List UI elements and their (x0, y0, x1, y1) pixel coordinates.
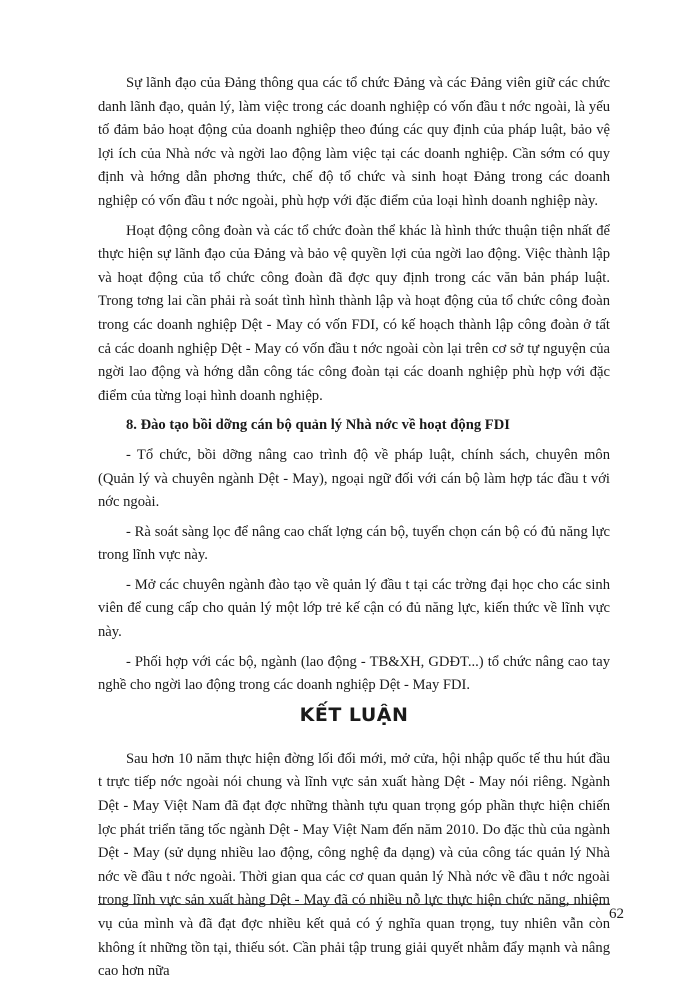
bullet-training: - Tổ chức, bồi dỡng nâng cao trình độ về pháp luật, chính sách, chuyên môn (Quản lý và chuyên ngành Dệt - May), ngoại ngữ đối với cán bộ làm hợp tác đầu t với nớc ngoài. (98, 446, 610, 511)
bullet-review-staff: - Rà soát sàng lọc để nâng cao chất lợng cán bộ, tuyển chọn cán bộ có đủ năng lực trong lĩnh vực này. (98, 523, 610, 564)
bullet-university-programs: - Mở các chuyên ngành đào tạo về quản lý đầu t tại các trờng đại học cho các sinh viên để cung cấp cho quản lý một lớp trẻ kế cận có đủ năng lực, kiến thức về lĩnh vực này. (98, 576, 610, 641)
page-number: 62 (609, 906, 624, 922)
paragraph-party-leadership: Sự lãnh đạo của Đảng thông qua các tổ chức Đảng và các Đảng viên giữ các chức danh lãnh đạo, quản lý, làm việc trong các doanh nghiệp có vốn đầu t nớc ngoài, là yếu tố đảm bảo hoạt động của doanh nghiệp theo đúng các quy định của pháp luật, bảo vệ lợi ích của Nhà nớc và ngời lao động làm việc tại các doanh nghiệp. Cần sớm có quy định và hớng dẫn phơng thức, chế độ tổ chức và sinh hoạt Đảng trong các doanh nghiệp có vốn đầu t nớc ngoài, phù hợp với đặc điểm của loại hình doanh nghiệp này. (98, 75, 610, 209)
document-page (98, 72, 610, 990)
conclusion-title: KẾT LUẬN (299, 703, 409, 726)
section-heading-8: 8. Đào tạo bồi dỡng cán bộ quản lý Nhà nớc về hoạt động FDI (126, 417, 510, 434)
bullet-coordination: - Phối hợp với các bộ, ngành (lao động - TB&XH, GDĐT...) tổ chức nâng cao tay nghề cho ngời lao động trong các doanh nghiệp Dệt - May FDI. (98, 653, 610, 694)
paragraph-trade-union: Hoạt động công đoàn và các tổ chức đoàn thể khác là hình thức thuận tiện nhất để thực hiện sự lãnh đạo của Đảng và bảo vệ quyền lợi của ngời lao động. Việc thành lập và hoạt động của tổ chức công đoàn đã đợc quy định trong các văn bản pháp luật. Trong tơng lai cần phải rà soát tình hình thành lập và hoạt động của tổ chức công đoàn trong các doanh nghiệp Dệt - May có vốn FDI, có kế hoạch thành lập công đoàn ở tất cả các doanh nghiệp Dệt - May có vốn đầu t nớc ngoài còn lại trên cơ sở tự nguyện của ngời lao động và hớng dẫn công tác công đoàn tại các doanh nghiệp phù hợp với đặc điểm của từng loại hình doanh nghiệp. (98, 222, 610, 404)
paragraph-conclusion: Sau hơn 10 năm thực hiện đờng lối đổi mới, mở cửa, hội nhập quốc tế thu hút đầu t trực tiếp nớc ngoài nói chung và lĩnh vực sản xuất hàng Dệt - May nói riêng. Ngành Dệt - May Việt Nam đã đạt đợc những thành tựu quan trọng góp phần thực hiện chiến lợc phát triển tăng tốc ngành Dệt - May Việt Nam đến năm 2010. Do đặc thù của ngành Dệt - May (sử dụng nhiều lao động, công nghệ đa dạng) và của công tác quản lý Nhà nớc về đầu t nớc ngoài. Thời gian qua các cơ quan quản lý Nhà nớc về đầu t nớc ngoài trong lĩnh vực sản xuất hàng Dệt - May đã có nhiều nỗ lực thực hiện chức năng, nhiệm vụ của mình và đã đạt đợc nhiều kết quả có ý nghĩa quan trọng, tuy nhiên vẫn còn không ít những tồn tại, thiếu sót. Cần phải tập trung giải quyết nhằm đẩy mạnh và nâng cao hơn nữa (98, 750, 610, 980)
footer-divider (98, 904, 610, 905)
